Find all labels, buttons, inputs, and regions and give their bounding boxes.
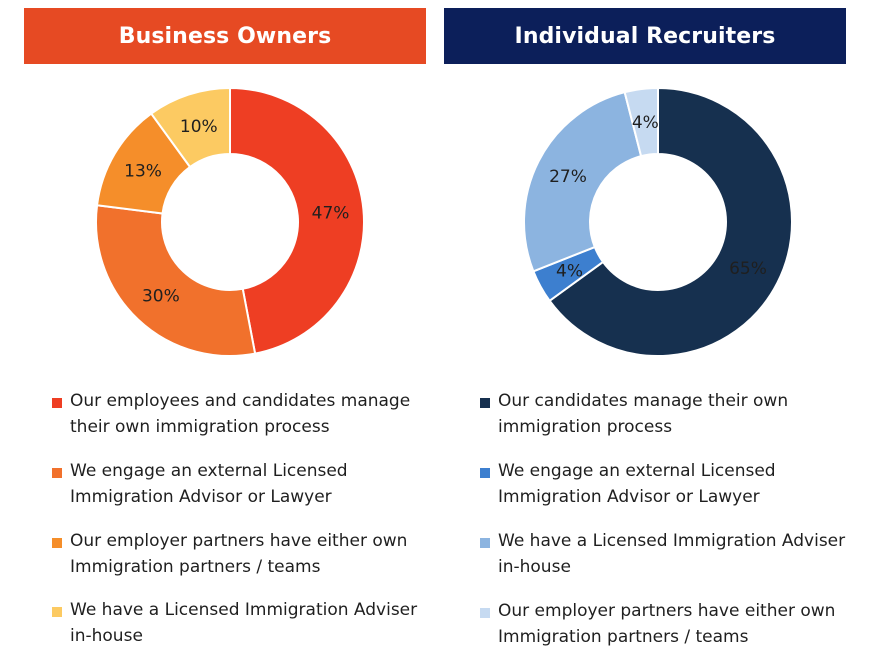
legend-swatch <box>480 608 490 618</box>
legend-swatch <box>52 607 62 617</box>
legend-label: Our employer partners have either own Immigration partners / teams <box>498 601 836 647</box>
business-owners-donut-chart <box>4 70 424 370</box>
legend-label: Our employees and candidates manage their own immigration process <box>70 391 411 437</box>
individual-recruiters-header: Individual Recruiters <box>444 8 846 64</box>
legend-swatch <box>52 468 62 478</box>
business-owners-panel <box>4 0 424 661</box>
legend-label: We engage an external Licensed Immigration Advisor or Lawyer <box>498 461 776 507</box>
legend-swatch <box>480 538 490 548</box>
slice-percentage-label: 47% <box>311 203 350 224</box>
legend-label: Our employer partners have either own Immigration partners / teams <box>70 531 408 577</box>
legend-label: Our candidates manage their own immigration process <box>498 391 789 437</box>
slice-percentage-label: 27% <box>549 167 587 188</box>
legend-swatch <box>52 398 62 408</box>
slice-percentage-label: 13% <box>124 161 162 182</box>
donut-slice <box>96 205 255 356</box>
business-owners-header: Business Owners <box>24 8 426 64</box>
legend-label: We engage an external Licensed Immigration Advisor or Lawyer <box>70 461 348 507</box>
slice-percentage-label: 65% <box>729 258 767 279</box>
individual-recruiters-donut-chart <box>424 70 844 370</box>
legend-label: We have a Licensed Immigration Adviser in-house <box>498 531 846 577</box>
slice-percentage-label: 30% <box>141 286 180 307</box>
individual-recruiters-panel <box>424 0 844 661</box>
legend-swatch <box>52 538 62 548</box>
legend-label: We have a Licensed Immigration Adviser in-house <box>70 600 418 646</box>
legend-swatch <box>480 398 490 408</box>
legend-swatch <box>480 468 490 478</box>
slice-percentage-label: 4% <box>631 112 659 133</box>
slice-percentage-label: 10% <box>179 116 218 137</box>
slice-percentage-label: 4% <box>556 261 583 282</box>
